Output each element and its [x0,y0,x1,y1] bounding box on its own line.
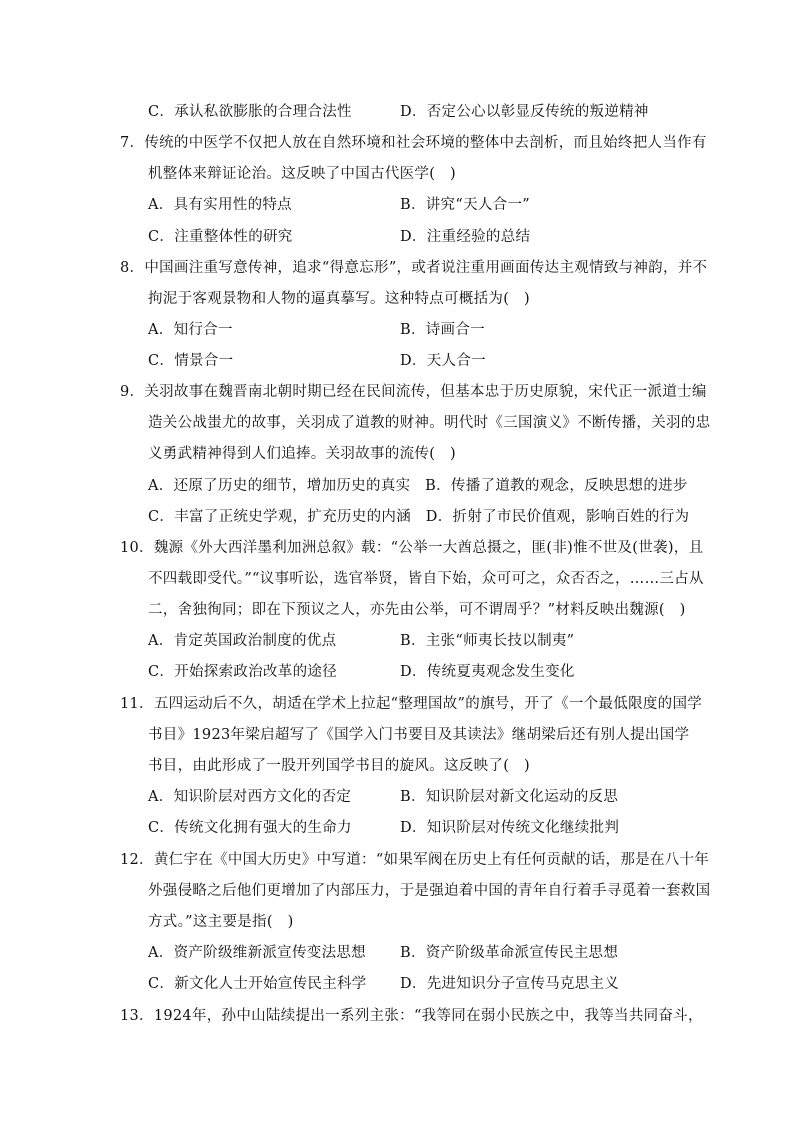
q7-option-c[interactable]: C．注重整体性的研究 [148,229,293,245]
q10-option-b[interactable]: B．主张“师夷长技以制夷” [400,633,575,649]
q12-stem-line-1: 12．黄仁宇在《中国大历史》中写道：“如果军阀在历史上有任何贡献的话，那是在八十年 [120,852,710,868]
q9-stem-line-2: 造关公战蚩尤的故事，关羽成了道教的财神。明代时《三国演义》不断传播，关羽的忠 [148,415,711,431]
q8-option-a[interactable]: A．知行合一 [148,322,233,338]
q8-stem-line-1: 8．中国画注重写意传神，追求“得意忘形”，或者说注重用画面传达主观情致与神韵，并不 [120,260,708,276]
q9-options-cd[interactable]: C．丰富了正统史学观，扩充历史的内涵 D．折射了市民价值观，影响百姓的行为 [148,509,690,525]
q10-option-a[interactable]: A．肯定英国政治制度的优点 [148,633,337,649]
q7-option-d[interactable]: D．注重经验的总结 [400,229,531,245]
q10-stem-line-3: 二，舍独徇同；即在下预议之人，亦先由公举，可不谓周乎？”材料反映出魏源( ) [148,602,686,618]
q8-option-c[interactable]: C．情景合一 [148,353,234,369]
q10-stem-line-2: 不四载即受代。”“议事听讼，选官举贤，皆自下始，众可可之，众否否之，……三占从 [148,571,704,587]
q8-option-b[interactable]: B．诗画合一 [400,322,485,338]
q8-option-d[interactable]: D．天人合一 [400,353,486,369]
q8-stem-line-2: 拘泥于客观景物和人物的逼真摹写。这种特点可概括为( ) [148,291,530,307]
q10-option-c[interactable]: C．开始探索政治改革的途径 [148,664,337,680]
q7-stem-line-1: 7．传统的中医学不仅把人放在自然环境和社会环境的整体中去剖析，而且始终把人当作有 [120,135,707,151]
q12-option-b[interactable]: B．资产阶级革命派宣传民主思想 [400,945,619,961]
q10-stem-line-1: 10．魏源《外大西洋墨利加洲总叙》载：“公举一大酋总摄之，匪(非)惟不世及(世袭)，且 [120,540,704,556]
q11-stem-line-1: 11．五四运动后不久，胡适在学术上拉起“整理国故”的旗号，开了《一个最低限度的国学 [120,696,703,712]
q7-option-b[interactable]: B．讲究“天人合一” [400,197,530,213]
q12-option-c[interactable]: C．新文化人士开始宣传民主科学 [148,976,367,992]
q11-stem-line-3: 书目，由此形成了一股开列国学书目的旋风。这反映了( ) [148,758,530,774]
q12-stem-line-3: 方式。”这主要是指( ) [148,914,294,930]
q9-options-ab[interactable]: A．还原了历史的细节，增加历史的真实 B．传播了道教的观念，反映思想的进步 [148,478,688,494]
q7-stem-line-2: 机整体来辩证论治。这反映了中国古代医学( ) [148,166,456,182]
q12-stem-line-2: 外强侵略之后他们更增加了内部压力，于是强迫着中国的青年自行着手寻觅着一套救国 [148,883,711,899]
q6-option-c[interactable]: C．承认私欲膨胀的合理合法性 [148,104,352,120]
q11-option-d[interactable]: D．知识阶层对传统文化继续批判 [400,820,620,836]
q10-option-d[interactable]: D．传统夏夷观念发生变化 [400,664,575,680]
q11-stem-line-2: 书目》1923年梁启超写了《国学入门书要目及其读法》继胡梁后还有别人提出国学 [148,727,690,743]
q12-option-a[interactable]: A．资产阶级维新派宣传变法思想 [148,945,366,961]
q13-stem-line-1: 13．1924年，孙中山陆续提出一系列主张：“我等同在弱小民族之中，我等当共同奋斗， [120,1008,703,1024]
q6-option-d[interactable]: D．否定公心以彰显反传统的叛逆精神 [400,104,649,120]
q11-option-c[interactable]: C．传统文化拥有强大的生命力 [148,820,352,836]
q9-stem-line-3: 义勇武精神得到人们追捧。关羽故事的流传( ) [148,446,456,462]
q9-stem-line-1: 9．关羽故事在魏晋南北朝时期已经在民间流传，但基本忠于历史原貌，宋代正一派道士编 [120,384,707,400]
q12-option-d[interactable]: D．先进知识分子宣传马克思主义 [400,976,620,992]
q11-option-a[interactable]: A．知识阶层对西方文化的否定 [148,789,352,805]
q11-option-b[interactable]: B．知识阶层对新文化运动的反思 [400,789,619,805]
q7-option-a[interactable]: A．具有实用性的特点 [148,197,292,213]
